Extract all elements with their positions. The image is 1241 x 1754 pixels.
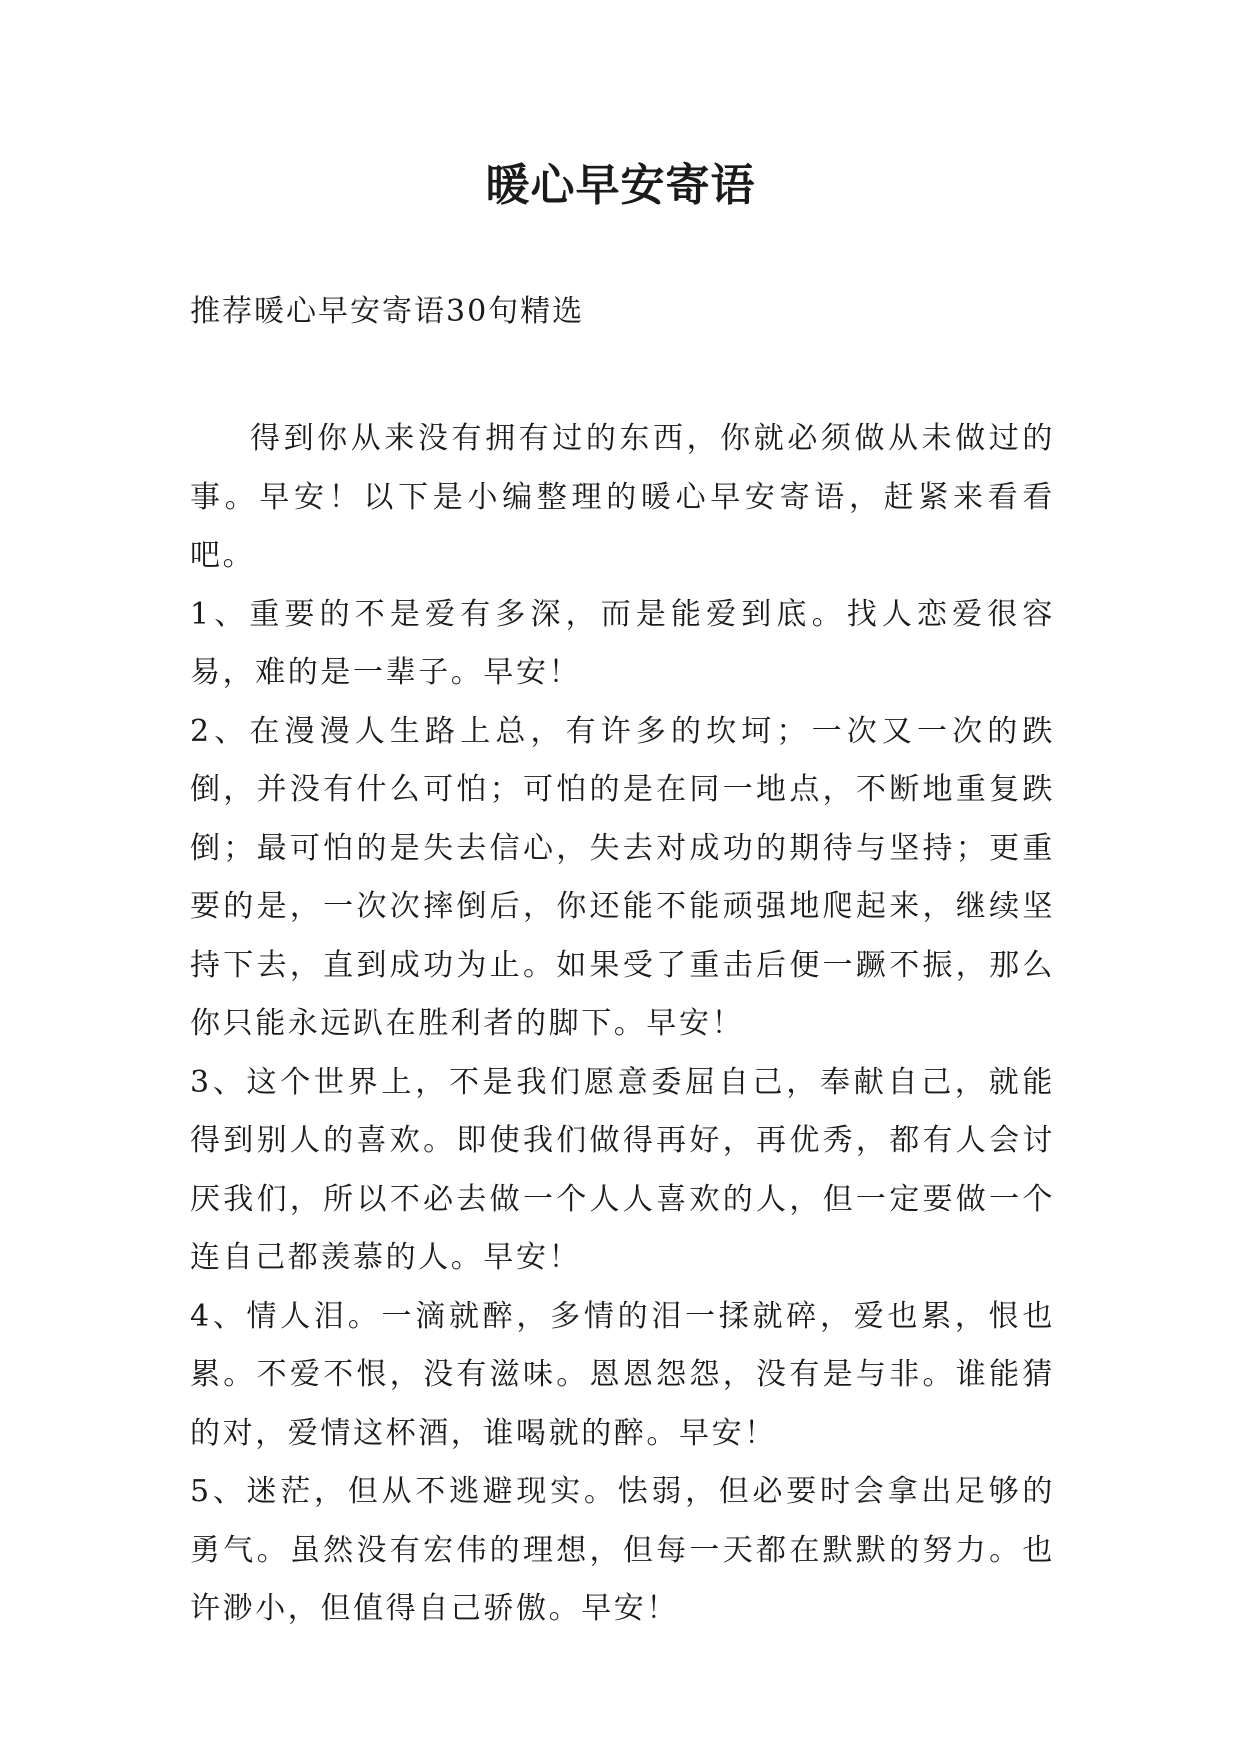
document-title: 暖心早安寄语 (485, 160, 756, 211)
list-item: 3、这个世界上，不是我们愿意委屈自己，奉献自己，就能得到别人的喜欢。即使我们做得再好，再优秀，都有人会讨厌我们，所以不必去做一个人人喜欢的人，但一定要做一个连自己都羡慕的人。早安！ (190, 1064, 1055, 1275)
list-item: 4、情人泪。一滴就醉，多情的泪一揉就碎，爱也累，恨也累。不爱不恨，没有滋味。恩恩怨怨，没有是与非。谁能猜的对，爱情这杯酒，谁喝就的醉。早安！ (190, 1298, 1055, 1451)
list-item: 2、在漫漫人生路上总，有许多的坎坷；一次又一次的跌倒，并没有什么可怕；可怕的是在同一地点，不断地重复跌倒；最可怕的是失去信心，失去对成功的期待与坚持；更重要的是，一次次摔倒后，你还能不能顽强地爬起来，继续坚持下去，直到成功为止。如果受了重击后便一蹶不振，那么你只能永远趴在胜利者的脚下。早安！ (190, 713, 1055, 1041)
document-body (190, 410, 1055, 1639)
document-subtitle: 推荐暖心早安寄语30句精选 (190, 294, 585, 329)
intro-paragraph: 得到你从来没有拥有过的东西，你就必须做从未做过的事。早安！以下是小编整理的暖心早安寄语，赶紧来看看吧。 (190, 421, 1055, 573)
list-item: 5、迷茫，但从不逃避现实。怯弱，但必要时会拿出足够的勇气。虽然没有宏伟的理想，但每一天都在默默的努力。也许渺小，但值得自己骄傲。早安！ (190, 1474, 1055, 1626)
list-item: 1、重要的不是爱有多深，而是能爱到底。找人恋爱很容易，难的是一辈子。早安！ (190, 596, 1055, 690)
